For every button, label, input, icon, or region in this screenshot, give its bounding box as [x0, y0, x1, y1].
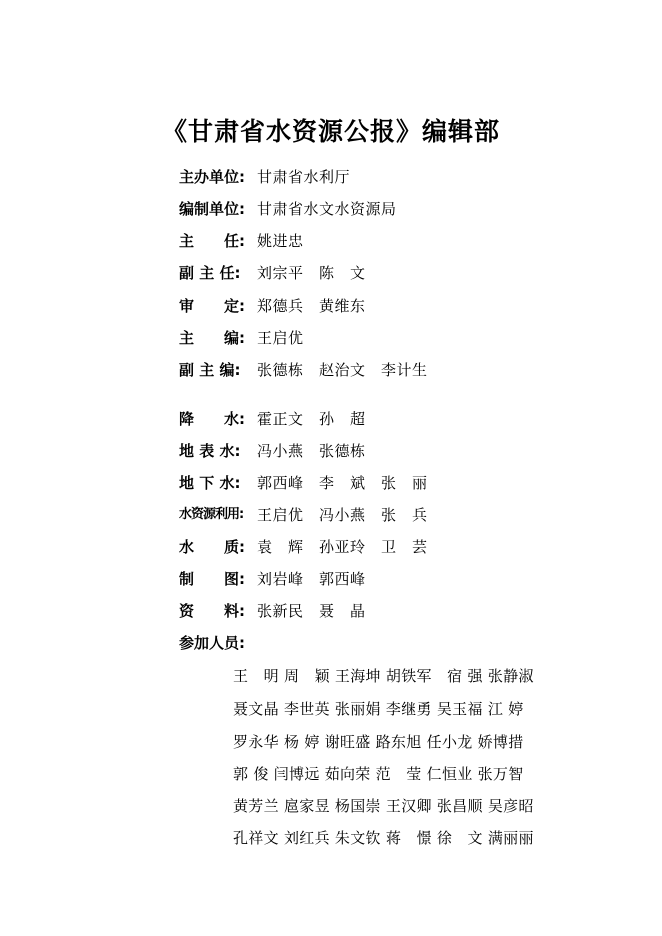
participants-line: 孔祥文 刘红兵 朱文钦 蒋 憬 徐 文 满丽丽: [233, 829, 534, 847]
credit-label: 主 任:: [179, 232, 245, 250]
credit-label: 编制单位:: [179, 200, 245, 218]
participants-line: 罗永华 杨 婷 谢旺盛 路东旭 任小龙 娇博措: [233, 733, 524, 751]
credit-row-water-quality: [179, 535, 428, 559]
credit-value: 刘岩峰 郭西峰: [257, 570, 366, 588]
credit-value: 张新民 聂 晶: [257, 602, 366, 620]
credit-row-surface-water: [179, 439, 366, 463]
participants-label: 参加人员:: [179, 634, 245, 652]
credit-row-data: [179, 599, 366, 623]
credit-label: 副 主 编:: [179, 361, 241, 379]
credit-label: 地 下 水:: [179, 474, 241, 492]
participants-line: 郭 俊 闫博远 茹向荣 范 莹 仁恒业 张万智: [233, 765, 524, 783]
credit-value: 霍正文 孙 超: [257, 410, 366, 428]
credit-row-compiler: [179, 197, 397, 221]
credit-value: 刘宗平 陈 文: [257, 264, 366, 282]
credit-label: 水 质:: [179, 538, 245, 556]
participants-line: 聂文晶 李世英 张丽娟 李继勇 吴玉福 江 婷: [233, 700, 524, 718]
credit-row-sponsor: [179, 165, 350, 189]
credit-label: 副 主 任:: [179, 264, 241, 282]
credit-value: 姚进忠: [257, 232, 304, 250]
credit-label: 降 水:: [179, 410, 245, 428]
page-title: 《甘肃省水资源公报》编辑部: [161, 117, 500, 146]
credit-value: 王启优: [257, 329, 304, 347]
credit-value: 郭西峰 李 斌 张 丽: [257, 474, 428, 492]
credit-label: 水资源利用:: [179, 507, 244, 522]
credit-row-water-use: [179, 503, 428, 527]
credit-label: 主办单位:: [179, 168, 245, 186]
credit-value: 冯小燕 张德栋: [257, 442, 366, 460]
credit-value: 郑德兵 黄维东: [257, 297, 366, 315]
credit-label: 地 表 水:: [179, 442, 241, 460]
credit-row-reviewer: [179, 294, 366, 318]
credit-label: 审 定:: [179, 297, 245, 315]
credit-label: 资 料:: [179, 602, 245, 620]
participants-line: 黄芳兰 扈家昱 杨国崇 王汉卿 张昌顺 吴彦昭: [233, 797, 534, 815]
credit-value: 王启优 冯小燕 张 兵: [257, 506, 428, 524]
credit-value: 袁 辉 孙亚玲 卫 芸: [257, 538, 428, 556]
participants-line: 王 明 周 颖 王海坤 胡铁军 宿 强 张静淑: [233, 667, 534, 685]
credit-value: 甘肃省水利厅: [257, 168, 351, 186]
credit-label: 制 图:: [179, 570, 245, 588]
credit-value: 甘肃省水文水资源局: [257, 200, 397, 218]
credit-row-cartography: [179, 567, 366, 591]
credit-row-precipitation: [179, 407, 366, 431]
credit-row-editor: [179, 326, 304, 350]
credit-label: 主 编:: [179, 329, 245, 347]
credit-row-deputy-director: [179, 261, 366, 285]
credit-row-deputy-editor: [179, 358, 428, 382]
credit-row-groundwater: [179, 471, 428, 495]
credit-row-director: [179, 229, 304, 253]
participants-heading: [179, 631, 257, 655]
credit-value: 张德栋 赵治文 李计生: [257, 361, 428, 379]
